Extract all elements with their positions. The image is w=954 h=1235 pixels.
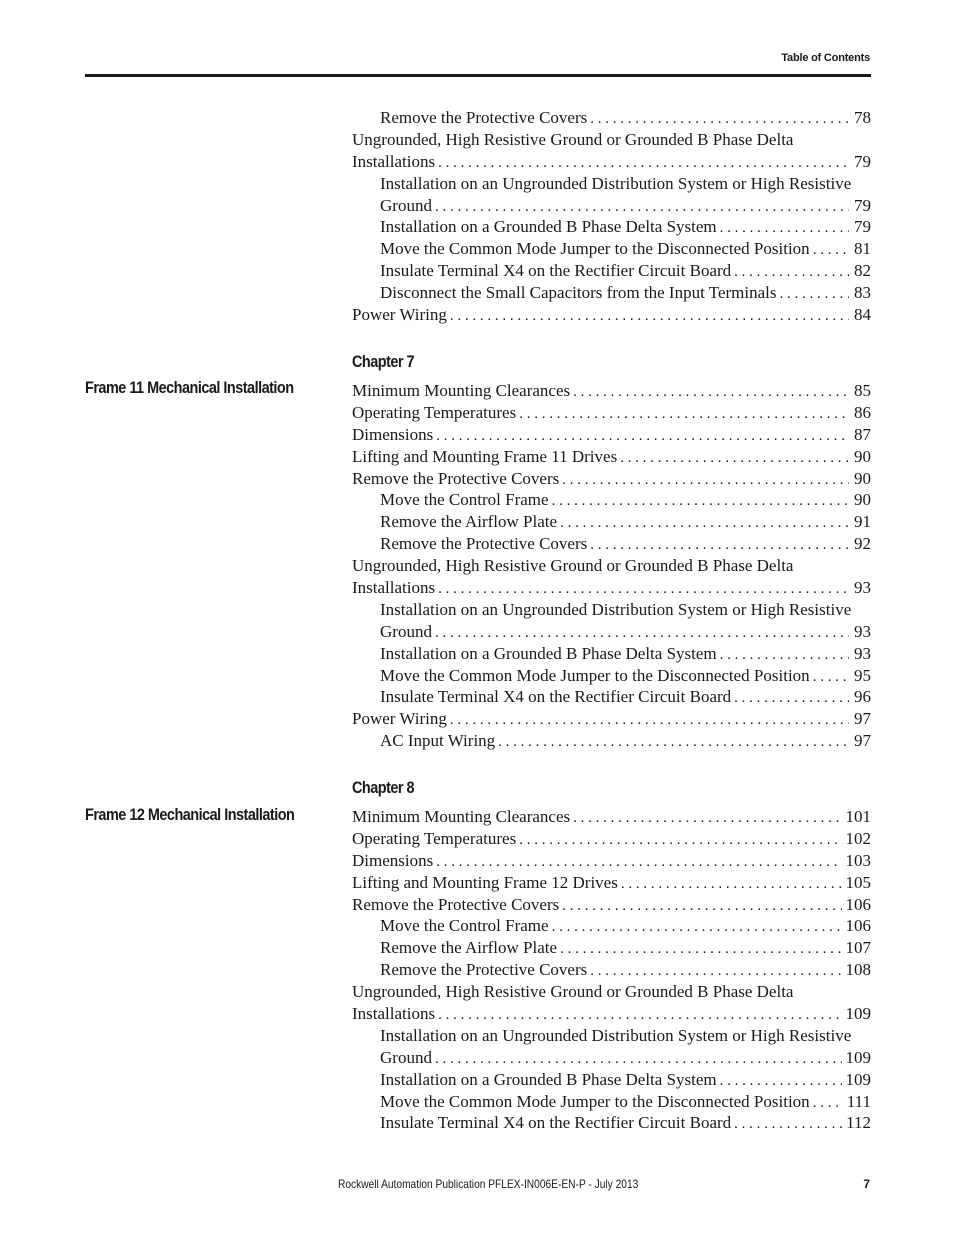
toc-entry-title: Ungrounded, High Resistive Ground or Grounded B Phase Delta [352, 982, 794, 1002]
toc-entry[interactable] [352, 915, 871, 937]
toc-entry-title: Remove the Protective Covers [352, 468, 560, 488]
toc-entry[interactable] [352, 402, 871, 424]
toc-leader-dots [590, 535, 849, 557]
toc-entry[interactable] [352, 533, 871, 555]
toc-entry[interactable] [352, 621, 871, 643]
toc-entry-title: Ungrounded, High Resistive Ground or Grounded B Phase Delta [352, 556, 794, 576]
toc-leader-dots [562, 470, 849, 492]
toc-leader-dots [498, 732, 849, 754]
toc-entry-page: 82 [854, 261, 871, 281]
toc-leader-dots [519, 830, 841, 852]
toc-entry-title: Move the Common Mode Jumper to the Disconnected Position [380, 239, 810, 259]
toc-entry-page: 102 [845, 828, 871, 848]
toc-entry-title: Minimum Mounting Clearances [352, 807, 571, 826]
toc-leader-dots [573, 808, 841, 830]
toc-entry-title: Ground [380, 1047, 432, 1067]
toc-entry-title: Remove the Protective Covers [380, 960, 588, 980]
toc-entry-title: Operating Temperatures [352, 402, 517, 422]
toc-leader-dots [436, 426, 849, 448]
toc-entry[interactable] [352, 1003, 871, 1025]
toc-entry[interactable] [352, 577, 871, 599]
toc-entry[interactable] [352, 959, 871, 981]
toc-entry[interactable] [352, 446, 871, 468]
toc-leader-dots [438, 153, 849, 175]
toc-entry-title: Installations [352, 578, 436, 598]
chapter-7-title: Frame 11 Mechanical Installation [85, 378, 294, 397]
toc-entry-title: Remove the Airflow Plate [380, 512, 558, 532]
toc-entry[interactable] [352, 173, 871, 195]
toc-entry[interactable] [352, 511, 871, 533]
toc-entry[interactable] [352, 107, 871, 129]
toc-entry-page: 90 [854, 490, 871, 510]
toc-entry-title: Power Wiring [352, 709, 447, 729]
toc-leader-dots [519, 404, 849, 426]
toc-entry[interactable] [352, 850, 871, 872]
toc-entry[interactable] [352, 1047, 871, 1069]
toc-entry-title: Operating Temperatures [352, 828, 517, 848]
toc-leader-dots [590, 961, 841, 983]
footer-page-number: 7 [863, 1177, 870, 1191]
toc-leader-dots [435, 623, 849, 645]
toc-entry-title: Ground [380, 195, 432, 215]
toc-entry-title: Remove the Protective Covers [352, 894, 560, 914]
toc-entry-title: Lifting and Mounting Frame 11 Drives [352, 446, 618, 466]
toc-continuation [352, 107, 871, 326]
toc-entry-title: Ungrounded, High Resistive Ground or Grounded B Phase Delta [352, 129, 794, 149]
toc-entry-page: 83 [854, 283, 871, 303]
toc-leader-dots [734, 1114, 842, 1136]
toc-entry-page: 112 [846, 1113, 871, 1133]
toc-entry[interactable] [352, 129, 871, 151]
header-section-label: Table of Contents [781, 52, 870, 64]
chapter-8-title: Frame 12 Mechanical Installation [85, 805, 295, 824]
toc-entry-title: Power Wiring [352, 305, 447, 325]
toc-entry-page: 97 [854, 709, 871, 729]
toc-leader-dots [438, 1005, 841, 1027]
chapter-7-label: Chapter 7 [352, 352, 415, 371]
toc-leader-dots [436, 852, 841, 874]
toc-entry-page: 92 [854, 534, 871, 554]
toc-leader-dots [573, 382, 849, 404]
toc-entry[interactable] [352, 828, 871, 850]
toc-entry[interactable] [352, 686, 871, 708]
toc-entry-title: Installations [352, 1004, 436, 1024]
toc-entry-page: 105 [845, 872, 871, 892]
toc-entry-title: Remove the Protective Covers [380, 108, 588, 127]
toc-entry-page: 106 [845, 916, 871, 936]
toc-entry-page: 79 [854, 151, 871, 171]
toc-entry-page: 103 [845, 850, 871, 870]
toc-entry-page: 111 [846, 1091, 871, 1111]
toc-entry-title: Installation on an Ungrounded Distribution System or High Resistive [380, 599, 852, 619]
toc-entry[interactable] [352, 151, 871, 173]
toc-entry-page: 79 [854, 195, 871, 215]
toc-entry[interactable] [352, 489, 871, 511]
toc-leader-dots [813, 1093, 843, 1115]
toc-entry-title: Insulate Terminal X4 on the Rectifier Circuit Board [380, 687, 732, 707]
toc-leader-dots [813, 667, 849, 689]
toc-entry-title: Installation on a Grounded B Phase Delta System [380, 217, 717, 237]
toc-entry-title: AC Input Wiring [380, 731, 496, 751]
toc-entry[interactable] [352, 380, 871, 402]
toc-entry-page: 93 [854, 578, 871, 598]
toc-entry[interactable] [352, 665, 871, 687]
toc-entry-title: Dimensions [352, 424, 434, 444]
toc-entry[interactable] [352, 894, 871, 916]
toc-leader-dots [780, 284, 850, 306]
toc-entry[interactable] [352, 1091, 871, 1113]
toc-entry-title: Move the Control Frame [380, 916, 549, 936]
toc-leader-dots [552, 491, 849, 513]
toc-entry-page: 95 [854, 665, 871, 685]
toc-leader-dots [734, 262, 849, 284]
toc-entry[interactable] [352, 282, 871, 304]
chapter-8-label: Chapter 8 [352, 778, 415, 797]
toc-entry-title: Installation on an Ungrounded Distribution System or High Resistive [380, 173, 852, 193]
toc-leader-dots [562, 896, 841, 918]
toc-leader-dots [621, 874, 842, 896]
toc-entry-title: Move the Common Mode Jumper to the Disconnected Position [380, 1091, 810, 1111]
toc-entry-page: 86 [854, 402, 871, 422]
chapter-7-entries [352, 380, 871, 752]
toc-entry[interactable] [352, 260, 871, 282]
toc-entry[interactable] [352, 216, 871, 238]
toc-leader-dots [552, 917, 842, 939]
toc-entry[interactable] [352, 424, 871, 446]
footer-publication: Rockwell Automation Publication PFLEX-IN006E-EN-P - July 2013 [338, 1177, 639, 1191]
toc-leader-dots [734, 688, 849, 710]
toc-entry-title: Insulate Terminal X4 on the Rectifier Circuit Board [380, 1113, 732, 1133]
toc-entry-title: Remove the Airflow Plate [380, 938, 558, 958]
toc-entry-page: 78 [854, 108, 871, 127]
toc-entry-page: 85 [854, 381, 871, 400]
toc-entry-page: 90 [854, 446, 871, 466]
toc-leader-dots [438, 579, 849, 601]
toc-entry[interactable] [352, 238, 871, 260]
toc-leader-dots [720, 218, 849, 240]
toc-entry-page: 79 [854, 217, 871, 237]
toc-entry-title: Installation on a Grounded B Phase Delta System [380, 643, 717, 663]
toc-leader-dots [620, 448, 849, 470]
toc-leader-dots [435, 1049, 842, 1071]
toc-entry-title: Remove the Protective Covers [380, 534, 588, 554]
toc-entry[interactable] [352, 1112, 871, 1134]
toc-entry-page: 87 [854, 424, 871, 444]
toc-entry-page: 93 [854, 621, 871, 641]
toc-entry-title: Ground [380, 621, 432, 641]
header-rule [85, 74, 871, 77]
toc-entry-page: 109 [845, 1069, 871, 1089]
toc-leader-dots [560, 513, 849, 535]
chapter-8-entries [352, 806, 871, 1134]
toc-entry-title: Minimum Mounting Clearances [352, 381, 571, 400]
toc-entry-page: 101 [845, 807, 871, 826]
toc-leader-dots [450, 710, 849, 732]
toc-entry-page: 109 [845, 1004, 871, 1024]
toc-entry[interactable] [352, 555, 871, 577]
toc-entry[interactable] [352, 872, 871, 894]
toc-entry[interactable] [352, 304, 871, 326]
toc-entry[interactable] [352, 730, 871, 752]
toc-entry[interactable] [352, 937, 871, 959]
toc-entry[interactable] [352, 708, 871, 730]
toc-leader-dots [450, 306, 849, 328]
toc-entry-page: 107 [845, 938, 871, 958]
toc-entry[interactable] [352, 806, 871, 828]
toc-entry-page: 90 [854, 468, 871, 488]
toc-entry[interactable] [352, 599, 871, 621]
toc-entry-page: 93 [854, 643, 871, 663]
toc-entry[interactable] [352, 981, 871, 1003]
toc-entry-title: Dimensions [352, 850, 434, 870]
toc-leader-dots [590, 109, 849, 131]
toc-entry-page: 108 [845, 960, 871, 980]
toc-entry[interactable] [352, 195, 871, 217]
toc-entry-page: 91 [854, 512, 871, 532]
toc-entry-page: 81 [854, 239, 871, 259]
toc-entry-title: Installation on a Grounded B Phase Delta System [380, 1069, 717, 1089]
toc-entry-title: Lifting and Mounting Frame 12 Drives [352, 872, 618, 892]
toc-entry-title: Insulate Terminal X4 on the Rectifier Circuit Board [380, 261, 732, 281]
toc-entry-page: 97 [854, 731, 871, 751]
toc-entry[interactable] [352, 468, 871, 490]
toc-leader-dots [813, 240, 849, 262]
toc-leader-dots [435, 197, 849, 219]
toc-entry-title: Move the Common Mode Jumper to the Disconnected Position [380, 665, 810, 685]
toc-entry-page: 109 [845, 1047, 871, 1067]
toc-entry-title: Disconnect the Small Capacitors from the Input Terminals [380, 283, 777, 303]
toc-entry-page: 96 [854, 687, 871, 707]
toc-entry-title: Installation on an Ungrounded Distribution System or High Resistive [380, 1025, 852, 1045]
toc-entry[interactable] [352, 1069, 871, 1091]
toc-entry[interactable] [352, 643, 871, 665]
toc-entry-title: Move the Control Frame [380, 490, 549, 510]
toc-leader-dots [720, 1071, 842, 1093]
toc-entry-page: 84 [854, 305, 871, 325]
toc-leader-dots [560, 939, 841, 961]
toc-entry-page: 106 [845, 894, 871, 914]
toc-entry[interactable] [352, 1025, 871, 1047]
toc-entry-title: Installations [352, 151, 436, 171]
toc-leader-dots [720, 645, 849, 667]
